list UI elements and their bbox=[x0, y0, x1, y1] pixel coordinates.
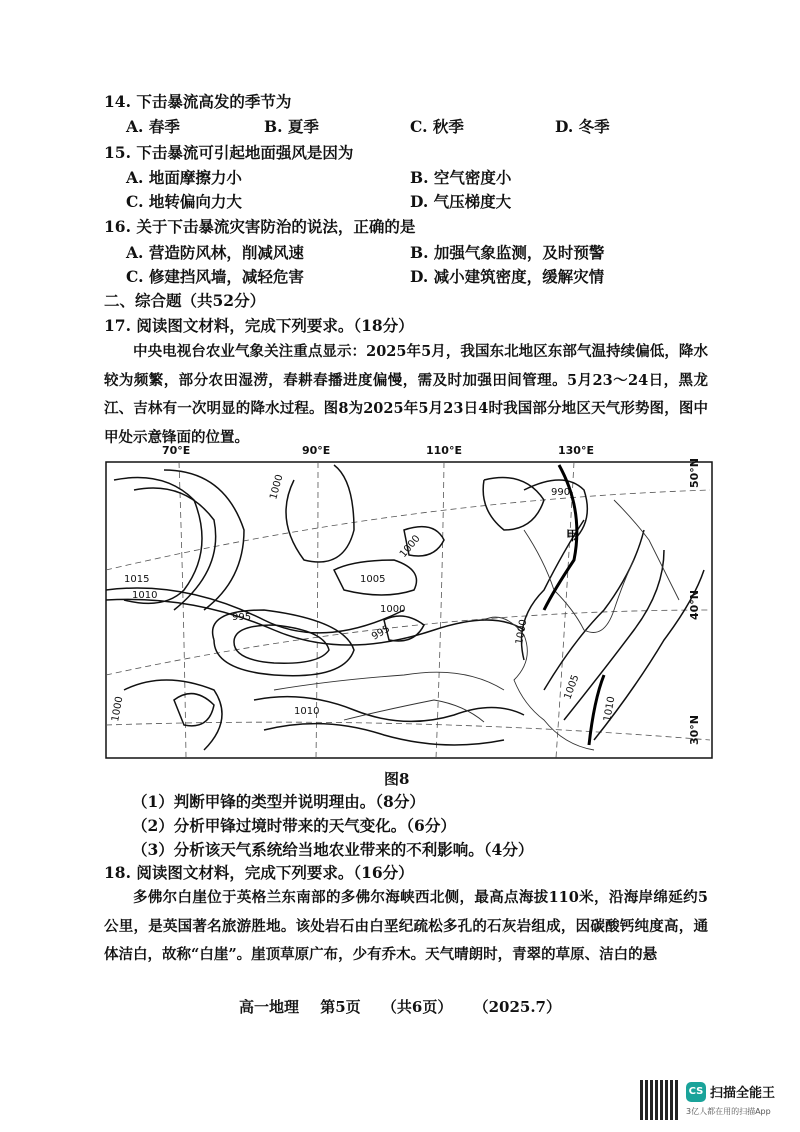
q17-material: 中央电视台农业气象关注重点显示：2025年5月，我国东北地区东部气温持续偏低，降水较为频繁，部分农田湿涝，春耕春播进度偏慢，需及时加强田间管理。5月23～24日，黑龙江、吉林有一次明显的降水过程。图8为2025年5月23日4时我国部分地区天气形势图，图中甲处示意锋面的位置。 bbox=[104, 343, 708, 446]
figure-caption: 图8 bbox=[384, 770, 410, 788]
isobar-label: 1000 bbox=[268, 473, 286, 501]
isobar-label: 1005 bbox=[562, 673, 582, 702]
lat-label: 40°N bbox=[688, 589, 701, 620]
isobar-label: 1000 bbox=[380, 604, 406, 615]
lat-label: 30°N bbox=[688, 714, 701, 745]
scanner-watermark bbox=[640, 1080, 790, 1120]
q16-option-d: D. 减小建筑密度，缓解灾情 bbox=[410, 267, 605, 286]
isobar-label: 990 bbox=[551, 487, 571, 498]
qr-code-icon bbox=[640, 1080, 680, 1120]
footer-subject: 高一地理 bbox=[238, 998, 299, 1016]
front-label: 甲 bbox=[566, 529, 580, 544]
footer-total: （共6页） bbox=[381, 998, 453, 1016]
q15-option-c: C. 地转偏向力大 bbox=[126, 192, 242, 211]
q17-sub-3: （3）分析该天气系统给当地农业带来的不利影响。（4分） bbox=[132, 840, 534, 859]
q18-material: 多佛尔白崖位于英格兰东南部的多佛尔海峡西北侧，最高点海拔110米，沿海岸绵延约5公里，是英国著名旅游胜地。该处岩石由白垩纪疏松多孔的石灰岩组成，因碳酸钙纯度高，通体洁白，故称“白崖”。崖顶草原广布，少有乔木。天气晴朗时，青翠的草原、洁白的悬 bbox=[104, 889, 708, 963]
watermark-title: 扫描全能王 bbox=[710, 1086, 776, 1101]
page-footer bbox=[0, 996, 800, 1017]
isobar-label: 1000 bbox=[514, 618, 530, 646]
lon-label: 90°E bbox=[302, 444, 331, 457]
lat-label: 50°N bbox=[688, 457, 701, 488]
isobar-label: 995 bbox=[370, 623, 393, 643]
footer-date: （2025.7） bbox=[473, 998, 561, 1016]
isobar-label: 1000 bbox=[110, 695, 126, 723]
lon-label: 130°E bbox=[558, 444, 594, 457]
q16-option-c: C. 修建挡风墙，减轻危害 bbox=[126, 267, 304, 286]
q16-option-b: B. 加强气象监测，及时预警 bbox=[410, 243, 605, 262]
q14-option-c: C. 秋季 bbox=[410, 117, 464, 136]
q17-sub-2: （2）分析甲锋过境时带来的天气变化。（6分） bbox=[132, 816, 456, 835]
q14-option-b: B. 夏季 bbox=[264, 117, 319, 136]
camscanner-logo-icon: CS bbox=[686, 1082, 706, 1102]
q15-stem: 15. 下击暴流可引起地面强风是因为 bbox=[104, 143, 354, 162]
isobar-label: 1005 bbox=[360, 574, 386, 585]
isobar-label: 1000 bbox=[397, 533, 423, 560]
q18-stem: 18. 阅读图文材料，完成下列要求。（16分） bbox=[104, 863, 414, 882]
footer-page: 第5页 bbox=[320, 998, 361, 1016]
section-heading: 二、综合题（共52分） bbox=[104, 291, 266, 310]
q15-option-a: A. 地面摩擦力小 bbox=[126, 168, 242, 187]
q15-option-d: D. 气压梯度大 bbox=[410, 192, 512, 211]
q14-option-d: D. 冬季 bbox=[555, 117, 610, 136]
weather-map bbox=[104, 444, 714, 760]
isobar-label: 1010 bbox=[132, 590, 158, 601]
q14-option-a: A. 春季 bbox=[126, 117, 180, 136]
q15-option-b: B. 空气密度小 bbox=[410, 168, 512, 187]
q17-stem: 17. 阅读图文材料，完成下列要求。（18分） bbox=[104, 316, 414, 335]
q14-stem: 14. 下击暴流高发的季节为 bbox=[104, 92, 292, 111]
isobar-label: 1010 bbox=[602, 695, 618, 723]
isobar-label: 1010 bbox=[294, 706, 320, 717]
watermark-subtitle: 3亿人都在用的扫描App bbox=[686, 1107, 771, 1116]
q16-stem: 16. 关于下击暴流灾害防治的说法，正确的是 bbox=[104, 217, 416, 236]
q16-option-a: A. 营造防风林，削减风速 bbox=[126, 243, 304, 262]
q17-sub-1: （1）判断甲锋的类型并说明理由。（8分） bbox=[132, 792, 425, 811]
isobar-label: 1015 bbox=[124, 574, 150, 585]
lon-label: 70°E bbox=[162, 444, 191, 457]
isobar-label: 995 bbox=[232, 612, 252, 623]
lon-label: 110°E bbox=[426, 444, 462, 457]
